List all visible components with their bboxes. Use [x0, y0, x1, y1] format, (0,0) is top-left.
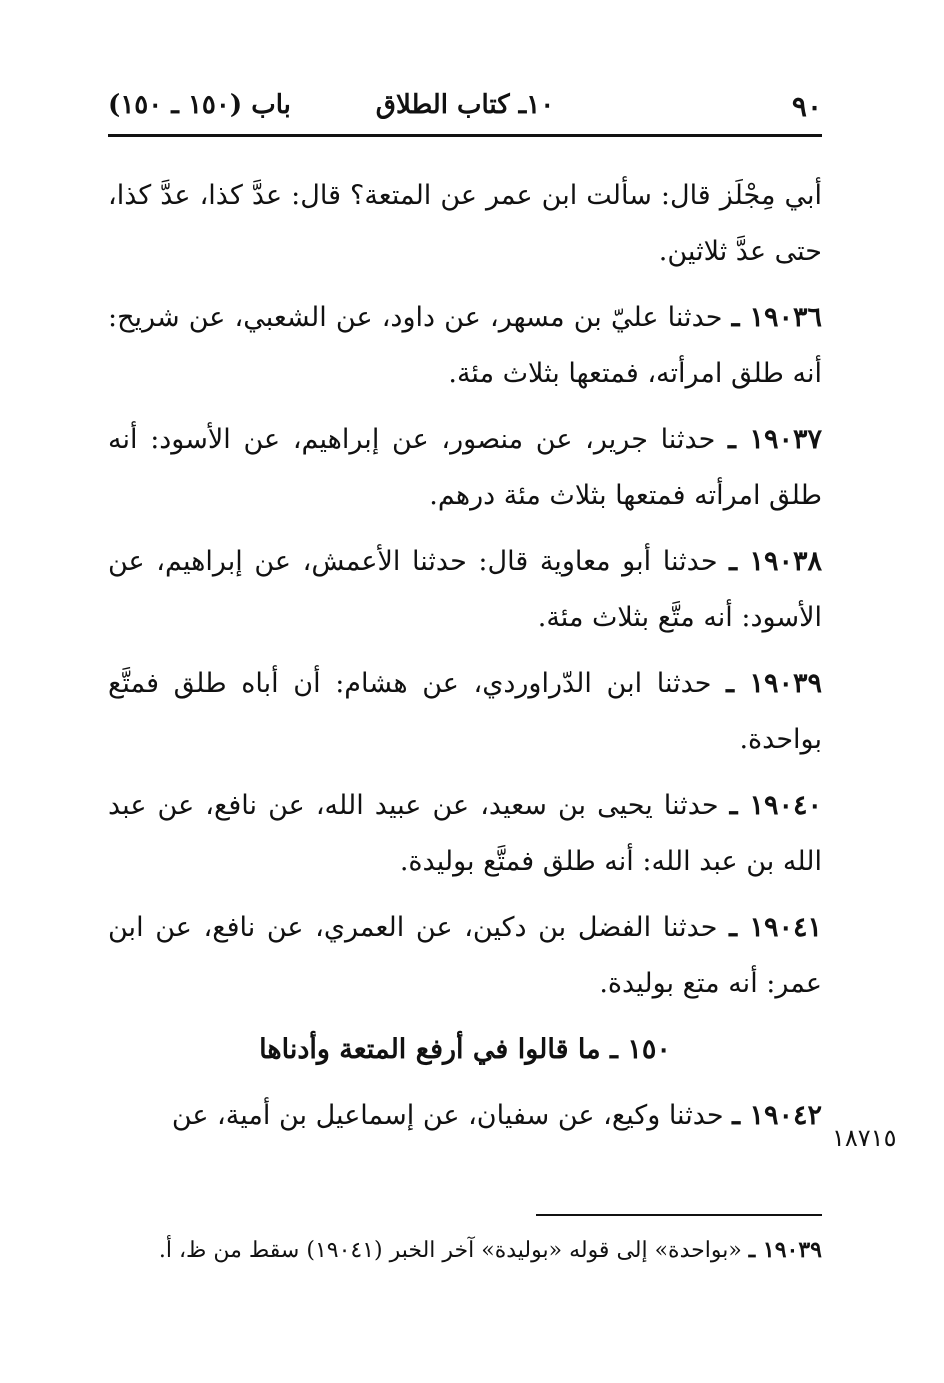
paragraph-text: حدثنا جرير، عن منصور، عن إبراهيم، عن الأسود: أنه طلق امرأته فمتعها بثلاث مئة درهم.	[108, 424, 822, 511]
footnote-number: ١٩٠٣٩ ـ	[748, 1237, 822, 1263]
paragraph	[108, 290, 822, 402]
paragraph-text: حدثنا وكيع، عن سفيان، عن إسماعيل بن أمية، عن	[171, 1100, 724, 1131]
footnote-rule	[536, 1214, 822, 1216]
paragraph	[108, 168, 822, 280]
page-number: ٩٠	[791, 90, 822, 123]
paragraph	[108, 900, 822, 1012]
margin-reference-number: ١٨٧١٥	[832, 1124, 897, 1152]
footnote	[108, 1232, 822, 1269]
paragraph-text: حدثنا يحيى بن سعيد، عن عبيد الله، عن نافع، عن عبد الله بن عبد الله: أنه طلق فمتَّع بوليدة.	[108, 790, 822, 877]
paragraph	[108, 656, 822, 768]
paragraph-text: حدثنا عليّ بن مسهر، عن داود، عن الشعبي، عن شريح: أنه طلق امرأته، فمتعها بثلاث مئة.	[108, 302, 822, 389]
section-heading: ١٥٠ ـ ما قالوا في أرفع المتعة وأدناها	[259, 1034, 671, 1065]
paragraph	[108, 778, 822, 890]
paragraph	[108, 534, 822, 646]
hadith-number: ١٩٠٣٦ ـ	[731, 302, 822, 333]
main-text	[108, 168, 822, 1154]
hadith-number: ١٩٠٣٧ ـ	[728, 424, 822, 455]
paragraph-text: حدثنا الفضل بن دكين، عن العمري، عن نافع، عن ابن عمر: أنه متع بوليدة.	[108, 912, 822, 999]
hadith-number: ١٩٠٤١ ـ	[729, 912, 822, 943]
paragraph	[108, 412, 822, 524]
header-rule	[108, 134, 822, 137]
page-header	[108, 80, 822, 130]
paragraph-text: حدثنا أبو معاوية قال: حدثنا الأعمش، عن إبراهيم، عن الأسود: أنه متَّع بثلاث مئة.	[108, 546, 822, 633]
paragraph	[108, 1088, 822, 1144]
hadith-number: ١٩٠٤٠ ـ	[729, 790, 822, 821]
footnote-text: «بواحدة» إلى قوله «بوليدة» آخر الخبر (١٩٠٤١) سقط من ظ، أ.	[158, 1238, 742, 1263]
chapter-range: باب (١٥٠ ـ ١٥٠)	[108, 90, 291, 120]
paragraph-text: أبي مِجْلَز قال: سألت ابن عمر عن المتعة؟ قال: عدَّ كذا، عدَّ كذا، حتى عدَّ ثلاثين.	[108, 180, 822, 267]
hadith-number: ١٩٠٣٩ ـ	[726, 668, 822, 699]
hadith-number: ١٩٠٣٨ ـ	[729, 546, 822, 577]
book-title: ١٠ـ كتاب الطلاق	[375, 90, 555, 120]
paragraph-text: حدثنا ابن الدّراوردي، عن هشام: أن أباه طلق فمتَّع بواحدة.	[108, 668, 822, 755]
hadith-number: ١٩٠٤٢ ـ	[732, 1100, 822, 1131]
